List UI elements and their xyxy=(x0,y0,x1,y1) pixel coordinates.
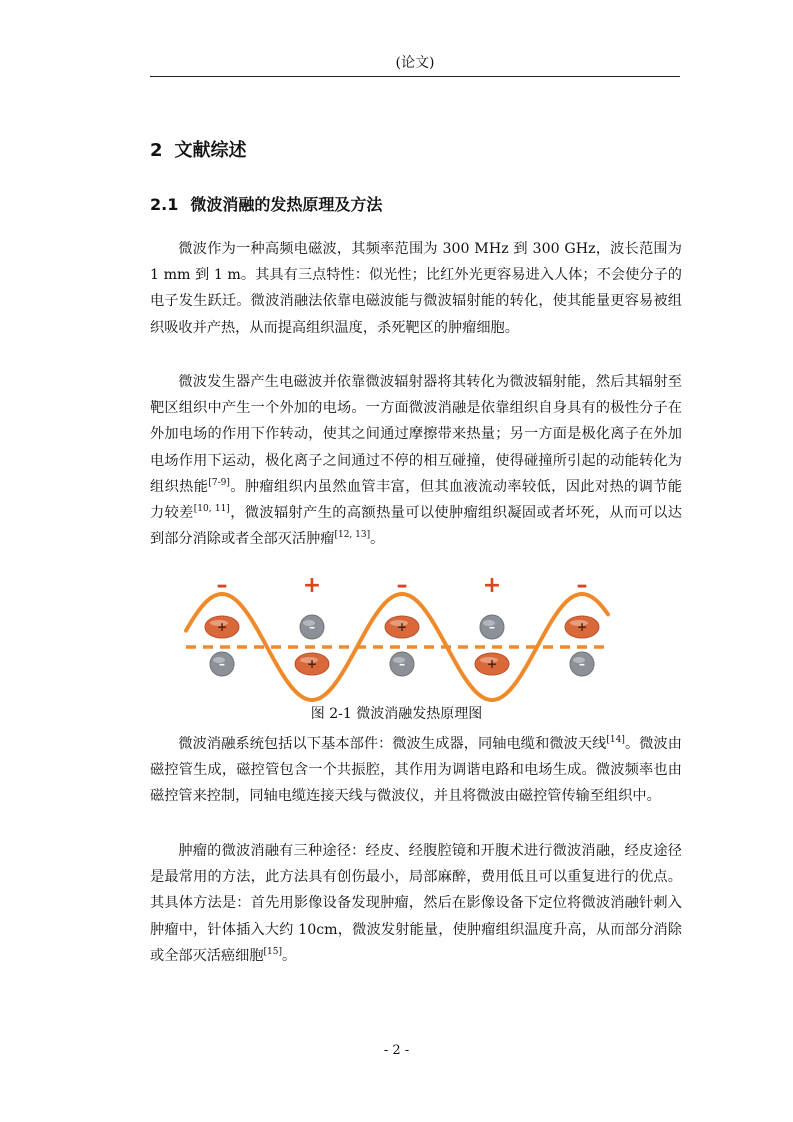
citation: [12, 13] xyxy=(334,530,371,541)
negative-ion xyxy=(480,615,504,639)
paragraph-4-text-b: 。 xyxy=(282,947,297,964)
minus-symbol: – xyxy=(489,620,495,634)
citation: [10, 11] xyxy=(193,504,230,515)
page-header xyxy=(150,54,680,77)
paragraph-1 xyxy=(150,236,682,341)
paragraph-2-text-a: 微波发生器产生电磁波并依靠微波辐射器将其转化为微波辐射能，然后其辐射至靶区组织中产生一个外加的电场。一方面微波消融是依靠组织自身具有的极性分子在外加电场的作用下作转动，使其之间通过摩擦带来热量；另一方面是极化离子在外加电场作用下运动，极化离子之间通过不停的相互碰撞，使得碰撞所引起的动能转化为组织热能 xyxy=(150,374,682,495)
paragraph-4 xyxy=(150,838,682,969)
positive-ion xyxy=(565,616,599,638)
paragraph-4-text-a: 肿瘤的微波消融有三种途径：经皮、经腹腔镜和开腹术进行微波消融，经皮途径是最常用的方法，此方法具有创伤最小，局部麻醉，费用低且可以重复进行的优点。其具体方法是：首先用影像设备发现肿瘤，然后在影像设备下定位将微波消融针刺入肿瘤中，针体插入大约 10cm，微波发射能量，使肿瘤组织温度升高，从而部分消除或全部灭活癌细胞 xyxy=(150,843,682,964)
minus-symbol: – xyxy=(399,657,405,671)
minus-sign: – xyxy=(216,573,228,598)
plus-sign: + xyxy=(482,573,502,598)
microwave-heating-diagram xyxy=(182,572,612,707)
positive-ion xyxy=(475,653,509,675)
header-text: (论文) xyxy=(395,55,435,71)
positive-ion xyxy=(205,616,239,638)
plus-symbol: + xyxy=(306,657,318,671)
citation: [15] xyxy=(263,946,282,957)
minus-sign: – xyxy=(396,573,408,598)
minus-symbol: – xyxy=(219,657,225,671)
section-number: 2 xyxy=(150,140,163,161)
minus-symbol: – xyxy=(309,620,315,634)
plus-symbol: + xyxy=(216,620,228,634)
plus-symbol: + xyxy=(486,657,498,671)
positive-ion xyxy=(385,616,419,638)
plus-sign: + xyxy=(302,573,322,598)
figure-caption: 图 2-1 微波消融发热原理图 xyxy=(310,706,483,722)
page-number: - 2 - xyxy=(383,1043,410,1058)
paragraph-2 xyxy=(150,369,682,552)
minus-sign: – xyxy=(576,573,588,598)
paragraph-2-text-b: 。肿瘤组织内虽然血管丰富，但其血液流动率较低，因此对热的调节能力较差 xyxy=(150,478,682,522)
paragraph-2-text-c: ，微波辐射产生的高额热量可以使肿瘤组织凝固或者坏死，从而可以达到部分消除或者全部灭活肿瘤 xyxy=(150,505,682,548)
paragraph-3-text-a: 微波消融系统包括以下基本部件：微波生成器，同轴电缆和微波天线 xyxy=(178,736,607,752)
paragraph-1-text: 微波作为一种高频电磁波，其频率范围为 300 MHz 到 300 GHz，波长范围为 1 mm 到 1 m。其具有三点特性：似光性；比红外光更容易进入人体；不会使分子的电子发生跃迁。微波消融法依靠电磁波能与微波辐射能的转化，使其能量更容易被组织吸收并产热，从而提高组织温度，杀死靶区的肿瘤细胞。 xyxy=(150,241,682,336)
paragraph-3-text-b: 。微波由磁控管生成，磁控管包含一个共振腔，其作用为调谐电路和电场生成。微波频率也由磁控管来控制，同轴电缆连接天线与微波仪，并且将微波由磁控管传输至组织中。 xyxy=(150,736,682,805)
section-heading xyxy=(150,136,247,162)
paragraph-2-text-d: 。 xyxy=(370,531,385,548)
paragraph-3 xyxy=(150,731,682,810)
negative-ion xyxy=(300,615,324,639)
subsection-title: 微波消融的发热原理及方法 xyxy=(190,195,383,214)
negative-ion xyxy=(570,652,594,676)
section-title: 文献综述 xyxy=(174,140,247,161)
negative-ion xyxy=(390,652,414,676)
plus-symbol: + xyxy=(396,620,408,634)
negative-ion xyxy=(210,652,234,676)
subsection-number: 2.1 xyxy=(150,195,179,214)
minus-symbol: – xyxy=(579,657,585,671)
plus-symbol: + xyxy=(576,620,588,634)
citation: [7-9] xyxy=(208,477,230,488)
positive-ion xyxy=(295,653,329,675)
subsection-heading xyxy=(150,192,382,215)
polarity-signs xyxy=(217,573,588,598)
citation: [14] xyxy=(606,735,625,745)
